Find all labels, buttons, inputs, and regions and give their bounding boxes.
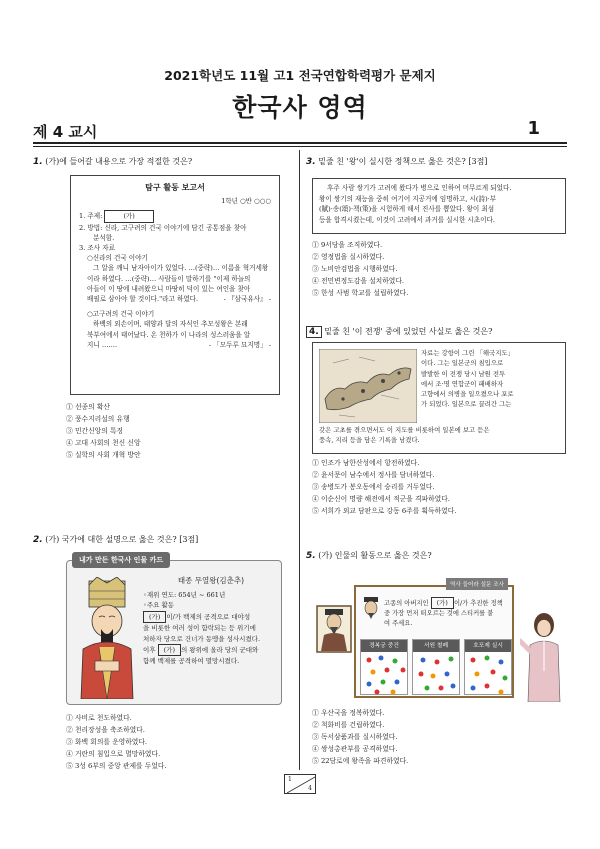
option-2 xyxy=(412,639,460,695)
question-4-choices xyxy=(312,458,562,517)
header-rule-thin xyxy=(33,146,567,147)
survey-line-1-post: 이/가 추진한 정책 xyxy=(453,600,503,607)
card-activity-1-text: 이/가 백제의 공격으로 대야성 xyxy=(166,612,251,621)
question-5-prompt xyxy=(306,550,568,564)
survey-line-3: 여 주세요. xyxy=(384,619,413,627)
q2-choice-3[interactable]: ③ 화백 회의를 운영하였다. xyxy=(66,737,148,746)
survey-tag: 역사 들어라 설문 조사 xyxy=(446,578,508,590)
card-blank-1: (가) xyxy=(143,611,166,623)
portrait-icon xyxy=(316,605,352,653)
goguryeo-line-3 xyxy=(79,340,271,350)
survey-line-1 xyxy=(384,597,512,609)
card-activity-4-pre: 이후 xyxy=(143,645,156,654)
question-2-text: (가) 국가에 대한 설명으로 옳은 것은? [3점] xyxy=(45,535,199,544)
q3-choice-2[interactable]: ② 영정법을 실시하였다. xyxy=(312,252,385,261)
japan-map-image xyxy=(319,349,417,423)
goguryeo-line-1: 하백의 외손이며, 태양과 달의 자식인 추모성왕은 본래 xyxy=(93,320,248,329)
survey-blank: (가) xyxy=(431,597,454,609)
q4-line-2: 이다. 그는 일본군의 침입으로 xyxy=(421,359,504,368)
report-data: 3. 조사 자료 xyxy=(79,243,115,252)
survey-text xyxy=(384,597,512,629)
q4-choice-4[interactable]: ④ 이순신이 명량 해전에서 적군을 격파하였다. xyxy=(312,494,450,503)
goguryeo-line-2: 북부여에서 태어났다. 온 천하가 이 나라의 성스러움을 알 xyxy=(87,330,251,339)
question-5-number: 5. xyxy=(306,551,316,561)
card-activity-2: 을 비롯한 여러 성이 함락되는 등 위기에 xyxy=(143,624,256,633)
question-1-text: (가)에 들어갈 내용으로 가장 적절한 것은? xyxy=(45,157,193,166)
q1-choice-3[interactable]: ③ 민간신앙의 특징 xyxy=(66,426,124,435)
silla-line-3: 아들이 이 땅에 내려왔으니 마땅히 덕이 있는 여인을 찾아 xyxy=(87,284,251,293)
q3-choice-4[interactable]: ④ 전민변정도감을 설치하였다. xyxy=(312,276,405,285)
q3-choice-5[interactable]: ⑤ 한성 사범 학교를 설립하였다. xyxy=(312,288,409,297)
q4-line-1: 자료는 강항이 그린 「해국지도」 xyxy=(421,349,514,357)
q3-line-1: 후주 사람 쌍기가 고려에 왔다가 병으로 인하여 머무르게 되었다. xyxy=(327,184,512,192)
exam-title: 한국사 영역 xyxy=(232,93,368,122)
daewongun-icon xyxy=(359,595,383,623)
q4-choice-5[interactable]: ⑤ 서희가 외교 담판으로 강동 6주를 획득하였다. xyxy=(312,506,457,515)
q2-choice-5[interactable]: ⑤ 3성 6부의 중앙 관제를 두었다. xyxy=(66,761,167,770)
topic-blank: (가) xyxy=(104,210,153,222)
card-blank-2: (가) xyxy=(158,644,181,656)
footer-total: 4 xyxy=(308,785,312,792)
sticker-dots-icon xyxy=(465,652,513,696)
sticker-dots-icon xyxy=(413,652,461,696)
report-topic xyxy=(79,210,271,222)
q3-line-4: 등을 합격시켰는데, 이것이 고려에서 과거를 실시한 시초이다. xyxy=(319,215,496,224)
topic-label: 1. 주제: xyxy=(79,212,103,221)
card-activity-1 xyxy=(143,611,279,623)
q1-choice-4[interactable]: ④ 고대 사회의 천신 신앙 xyxy=(66,438,141,447)
silla-heading: ○신라의 건국 이야기 xyxy=(87,254,148,263)
goguryeo-line-3-text: 지니 ……. xyxy=(87,340,118,349)
classroom-illustration xyxy=(316,575,566,702)
report-title: 탐구 활동 보고서 xyxy=(145,183,205,192)
page-indicator xyxy=(284,774,316,794)
silla-line-2: 이라 하였다. …(중략)… 사람들이 말하기를 "이제 하늘의 xyxy=(87,274,251,283)
q4-choice-3[interactable]: ③ 송병도가 봉오동에서 승리를 거두었다. xyxy=(312,482,435,491)
king-portrait-image xyxy=(75,577,139,699)
card-reign: ◦재위 연도: 654년 ~ 661년 xyxy=(143,591,226,599)
survey-line-1-pre: 고종의 아버지인 xyxy=(384,600,429,607)
question-1-number: 1. xyxy=(33,157,43,167)
silla-line-4-text: 배필로 삼아야 할 것이다."라고 하였다. xyxy=(87,295,199,304)
silla-line-1: 그 알을 깨니 남자아이가 있었다. …(중략)… 이름을 혁거세왕 xyxy=(93,264,269,273)
q2-choice-4[interactable]: ④ 거란의 침입으로 멸망하였다. xyxy=(66,749,161,758)
q4-choice-1[interactable]: ① 인조가 남한산성에서 항전하였다. xyxy=(312,459,420,467)
survey-line-2: 중 가장 먼저 떠오르는 것에 스티커를 붙 xyxy=(384,610,494,618)
silla-line-4 xyxy=(79,294,271,304)
q5-choice-5[interactable]: ⑤ 22담로에 왕족을 파견하였다. xyxy=(312,756,409,765)
q4-text-bottom xyxy=(319,425,563,446)
question-3-text: 밑줄 친 '왕'이 실시한 정책으로 옳은 것은? [3점] xyxy=(318,157,488,166)
q4-line-6: 가 되었다. 일본으로 끌려간 그는 xyxy=(421,400,512,409)
q2-choice-2[interactable]: ② 천리장성을 축조하였다. xyxy=(66,725,145,734)
option-3 xyxy=(464,639,512,695)
question-4-number: 4. xyxy=(306,326,322,338)
q1-choice-2[interactable]: ② 풍수지리설의 유행 xyxy=(66,414,130,423)
q4-choice-2[interactable]: ② 윤서문이 남수에서 정사를 담녀하였다. xyxy=(312,470,435,479)
q4-line-8: 풍속, 지리 등을 담은 기록을 남겼다. xyxy=(319,436,420,445)
option-1 xyxy=(360,639,408,695)
header-rule xyxy=(33,142,567,144)
sticker-dots-icon xyxy=(361,652,409,696)
question-1-prompt xyxy=(33,156,295,170)
report-method-2: 분석함. xyxy=(93,233,115,242)
card-activity-label: ◦주요 활동 xyxy=(143,601,175,610)
footer-page: 1 xyxy=(288,776,292,783)
report-method: 2. 방법: 신라, 고구려의 건국 이야기에 담긴 공통점을 찾아 xyxy=(79,223,247,232)
question-2-choices xyxy=(66,713,286,772)
q3-choice-3[interactable]: ③ 노비안검법을 시행하였다. xyxy=(312,264,398,273)
q5-choice-1[interactable]: ① 우산국을 정복하였다. xyxy=(312,709,385,717)
question-4-text: 밑줄 친 '이 전쟁' 중에 있었던 사실로 옳은 것은? xyxy=(324,327,493,336)
question-4-passage xyxy=(312,342,566,454)
q5-choice-2[interactable]: ② 척화비를 건립하였다. xyxy=(312,720,385,729)
q3-choice-1[interactable]: ① 9서당을 조직하였다. xyxy=(312,241,383,249)
question-3-passage xyxy=(312,178,566,234)
card-activity-4 xyxy=(143,644,279,656)
goguryeo-source: - 「모두루 묘지명」 - xyxy=(208,340,271,349)
goguryeo-heading: ○고구려의 건국 이야기 xyxy=(87,310,155,319)
teacher-image xyxy=(520,611,566,702)
card-person-name: 태종 무열왕(김춘추) xyxy=(177,576,245,585)
silla-source: - 『삼국유사』 - xyxy=(223,295,271,304)
person-card xyxy=(66,556,282,705)
q1-choice-5[interactable]: ⑤ 실학의 사회 개혁 방안 xyxy=(66,450,141,459)
q4-line-3: 발발한 이 전쟁 당시 남원 전투 xyxy=(421,369,506,378)
q3-line-3: (賦)·송(頌)·책(策)을 시험하게 해서 진사를 뽑았다. 왕이 최섬 xyxy=(319,205,495,214)
research-report xyxy=(70,175,280,395)
column-divider xyxy=(299,150,300,770)
page-number: 1 xyxy=(527,118,540,139)
q1-choice-1[interactable]: ① 선종의 확산 xyxy=(66,403,110,411)
survey-board xyxy=(354,582,514,698)
card-body xyxy=(143,575,279,667)
question-5-choices xyxy=(312,708,562,767)
question-3-number: 3. xyxy=(306,157,316,167)
report-student: 1학년 ○반 ○○○ xyxy=(221,197,271,206)
question-4-prompt xyxy=(306,326,568,340)
card-tab: 내가 만든 한국사 인물 카드 xyxy=(72,552,170,568)
q4-text-right xyxy=(421,348,563,410)
question-3-prompt xyxy=(306,156,568,170)
q4-line-5: 고향에서 의병을 일으켰으나 포로 xyxy=(421,390,514,398)
question-2-number: 2. xyxy=(33,535,43,545)
question-1-choices xyxy=(66,402,286,461)
question-2-prompt xyxy=(33,534,295,548)
question-5-text: (가) 인물의 활동으로 옳은 것은? xyxy=(318,551,432,560)
card-activity-4-text: 의 왕위에 올라 당의 군대와 xyxy=(181,645,259,654)
card-activity-5: 함께 백제를 공격하여 멸망시켰다. xyxy=(143,657,240,666)
card-activity-3: 처하자 당으로 건너가 동맹을 성사시켰다. xyxy=(143,634,261,643)
q4-line-7: 갖은 고초를 겪으면서도 이 지도를 비롯하여 일본에 보고 듣은 xyxy=(319,426,490,434)
q5-choice-3[interactable]: ③ 독서삼품과를 실시하였다. xyxy=(312,732,398,741)
question-3-choices xyxy=(312,240,562,299)
q4-line-4: 에서 조·명 연합군이 패배하자 xyxy=(421,379,504,388)
option-1-label: 경복궁 중건 xyxy=(361,640,407,652)
q3-line-2: 왕이 쌍기의 재능을 중히 여기어 지공거에 임명하고, 시(詩)·부 xyxy=(319,194,497,203)
q2-choice-1[interactable]: ① 사비로 천도하였다. xyxy=(66,714,132,722)
option-2-label: 서원 철폐 xyxy=(413,640,459,652)
option-3-label: 호포제 실시 xyxy=(465,640,511,652)
q5-choice-4[interactable]: ④ 쌍성총관부를 공격하였다. xyxy=(312,744,398,753)
exam-subtitle: 2021학년도 11월 고1 전국연합학력평가 문제지 xyxy=(164,68,436,83)
session-label: 제 4 교시 xyxy=(33,123,98,141)
